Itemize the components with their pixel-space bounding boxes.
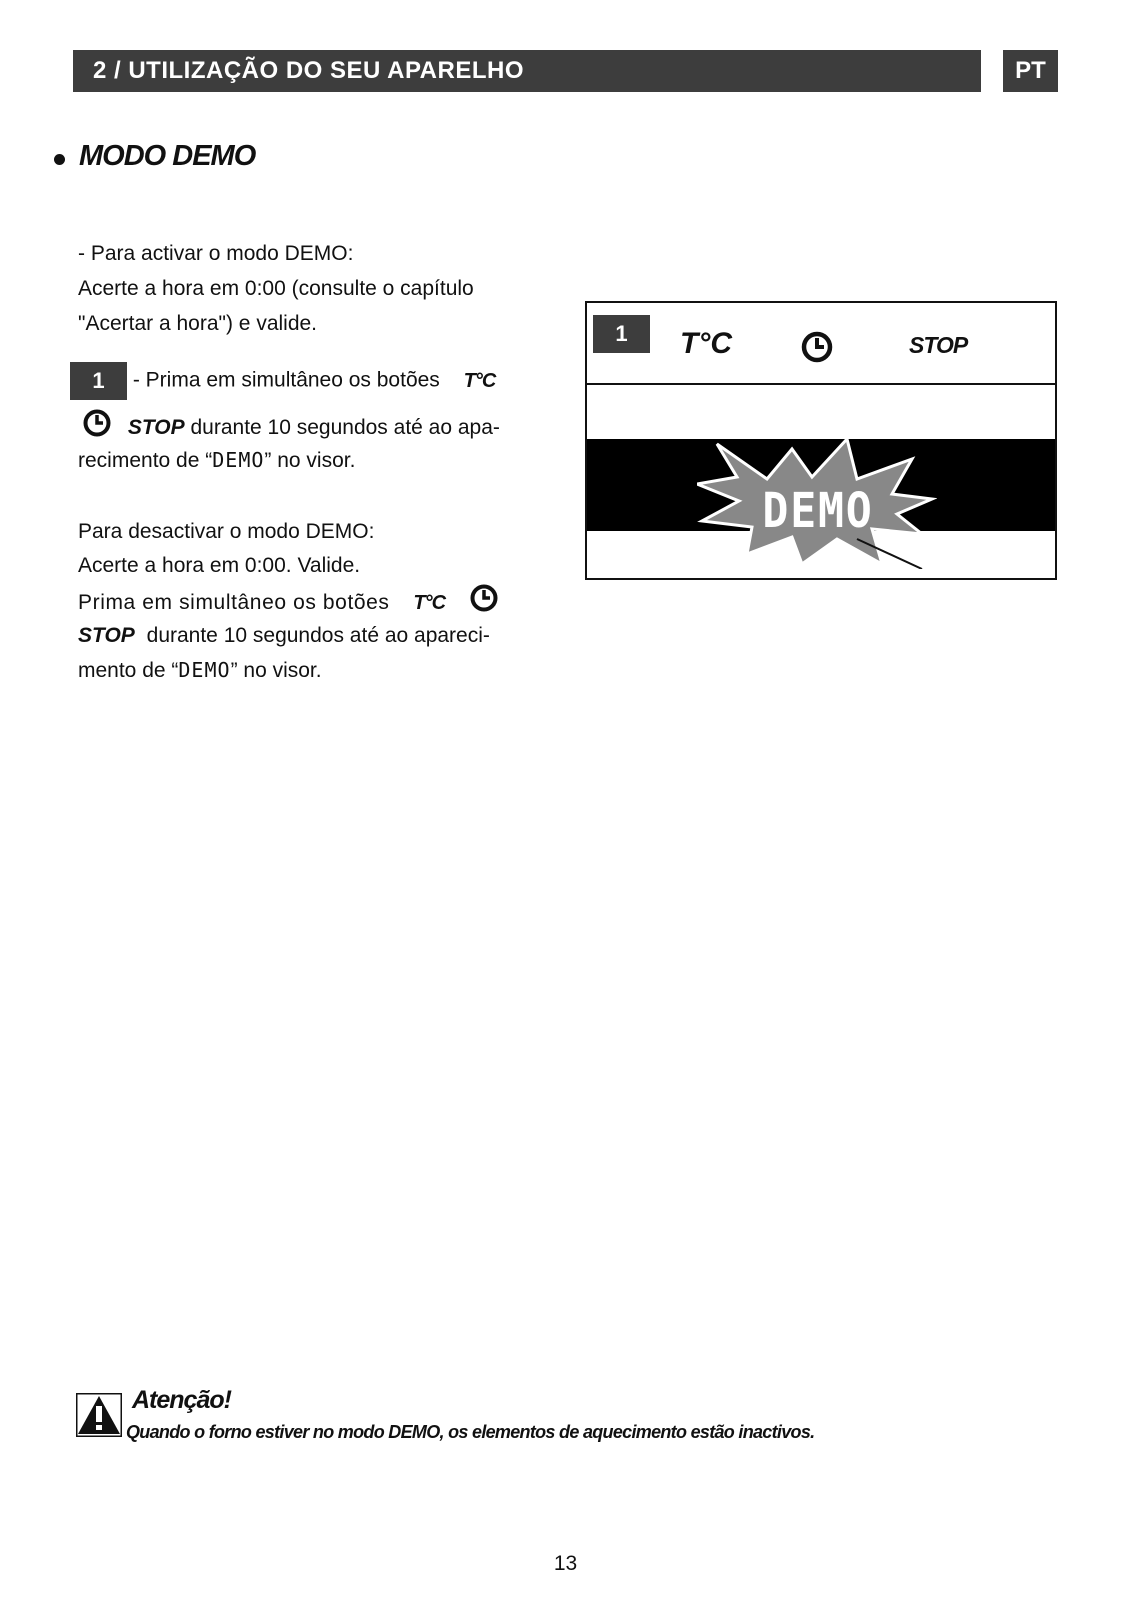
activate-line-2: Acerte a hora em 0:00 (consulte o capítulo	[78, 277, 474, 300]
chapter-title: 2 / UTILIZAÇÃO DO SEU APARELHO	[93, 57, 525, 84]
step1-text-1: - Prima em simultâneo os botões	[132, 368, 440, 392]
stop-button-label: STOP	[127, 416, 185, 440]
step1-text-2: durante 10 segundos até ao apa-	[190, 416, 500, 440]
control-panel-illustration	[585, 301, 1057, 580]
deactivate-text-3: Prima em simultâneo os botões	[78, 591, 390, 615]
stop-button-label: STOP	[78, 624, 135, 647]
deactivate-line-2: Acerte a hora em 0:00. Valide.	[78, 554, 361, 577]
warning-triangle-icon	[76, 1393, 122, 1437]
temperature-button-icon: T°C	[463, 369, 496, 392]
demo-glyph: DEMO	[212, 448, 265, 472]
panel-step-badge: 1	[593, 315, 650, 353]
step1-text-3a: recimento de “	[78, 449, 213, 472]
demo-glyph: DEMO	[178, 658, 231, 682]
section-title: MODO DEMO	[79, 140, 256, 172]
page-number: 13	[553, 1552, 578, 1575]
step1-text-3b: ” no visor.	[264, 449, 356, 472]
temperature-button: T°C	[680, 327, 732, 360]
deactivate-line-1: Para desactivar o modo DEMO:	[78, 520, 375, 543]
display-demo-text: DEMO	[762, 483, 874, 539]
deactivate-text-5a: mento de “	[78, 659, 179, 682]
activate-line-3: "Acertar a hora") e valide.	[78, 312, 318, 335]
step1-line-1	[70, 362, 495, 400]
clock-icon	[800, 330, 834, 369]
language-badge: PT	[1003, 50, 1058, 92]
activate-line-1: - Para activar o modo DEMO:	[78, 242, 354, 265]
stop-button: STOP	[909, 332, 968, 358]
step1-line-3	[78, 443, 355, 478]
button-row	[587, 303, 1055, 385]
warning-title: Atenção!	[132, 1386, 231, 1414]
deactivate-text-4: durante 10 segundos até ao apareci-	[146, 624, 490, 647]
bullet-icon	[54, 154, 65, 165]
warning-text: Quando o forno estiver no modo DEMO, os elementos de aquecimento estão inactivos.	[126, 1422, 815, 1442]
deactivate-line-5	[78, 653, 322, 688]
deactivate-line-4	[78, 618, 490, 653]
deactivate-text-5b: ” no visor.	[230, 659, 322, 682]
step-number-badge: 1	[70, 362, 127, 400]
temperature-button-icon: T°C	[413, 592, 446, 615]
chapter-header	[73, 50, 981, 92]
